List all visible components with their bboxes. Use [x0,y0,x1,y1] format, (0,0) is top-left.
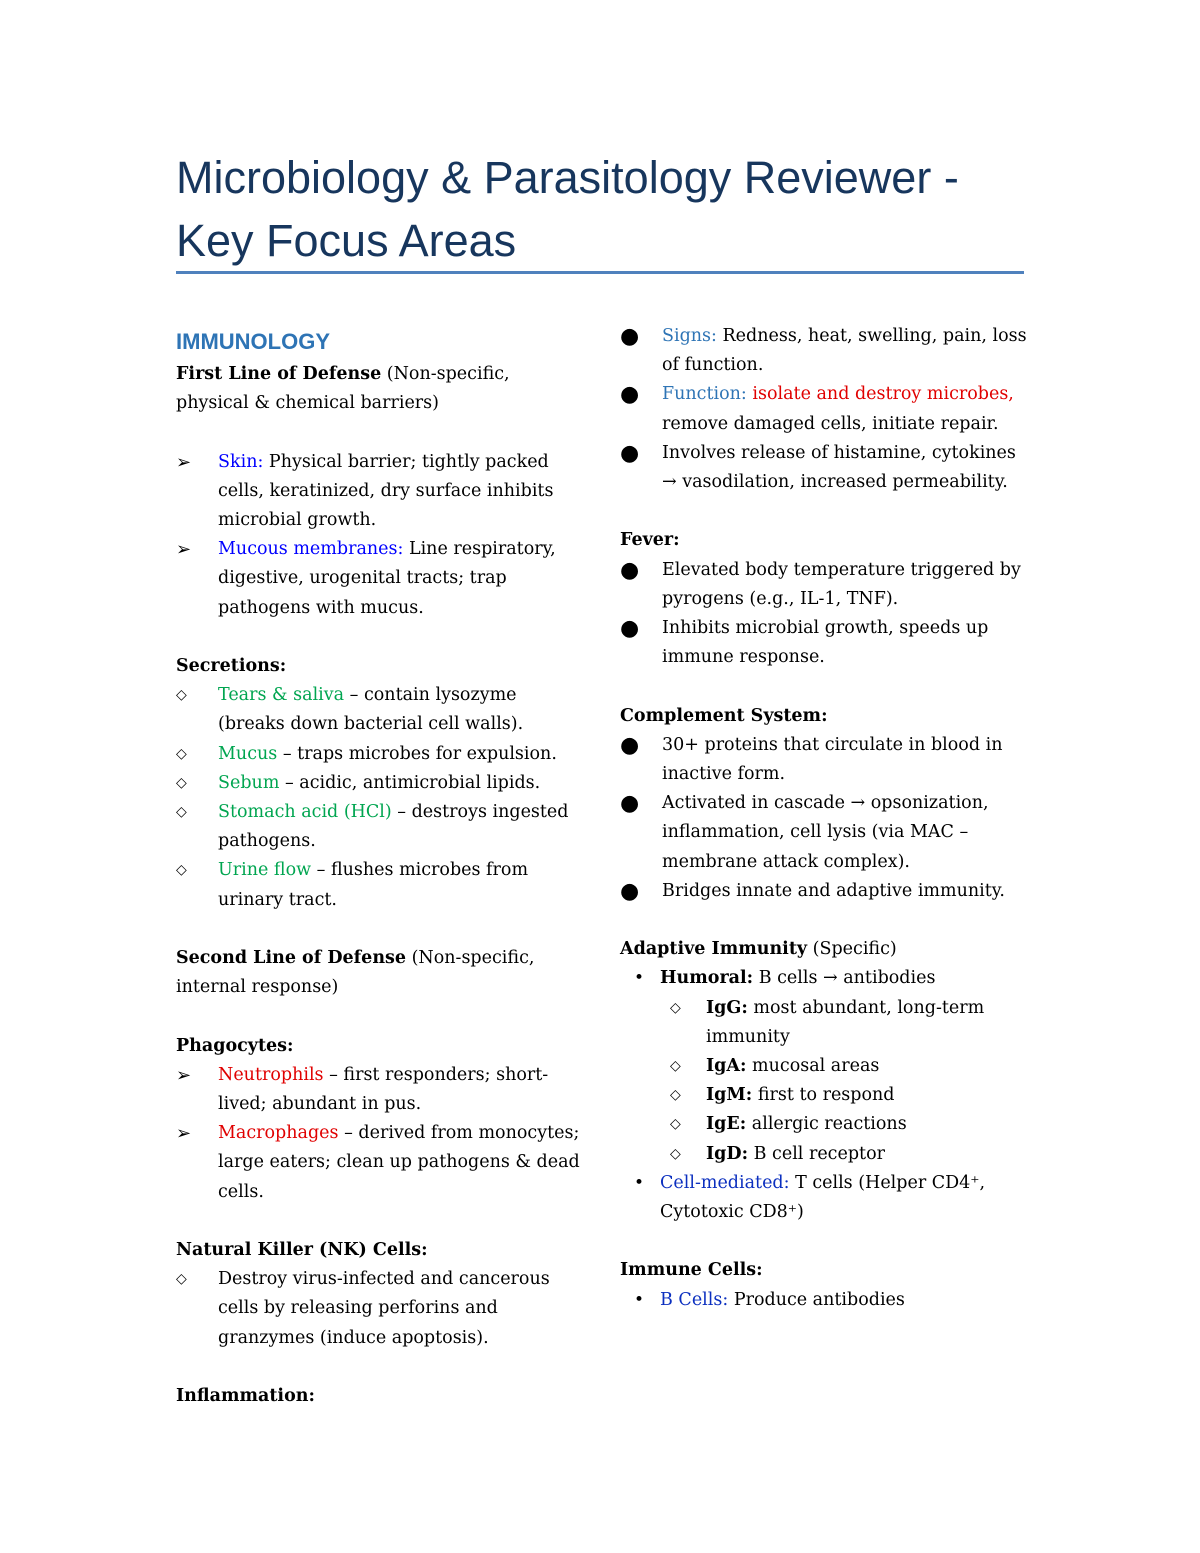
list-item-macrophages [176,1119,586,1207]
list-item-complement-3 [620,877,1030,906]
desc-macrophages: – derived from monocytes; large eaters; clean up pathogens & dead cells. [218,1123,580,1202]
fever-heading: Fever: [620,530,680,551]
term-function: Function: [662,384,747,405]
desc-cell-mediated: T cells (Helper CD4⁺, Cytotoxic CD8⁺) [660,1172,986,1223]
list-item-skin [176,448,586,536]
desc-nk: Destroy virus-infected and cancerous cells by releasing perforins and granzymes (induce apoptosis). [218,1269,550,1348]
desc-fever-2: Inhibits microbial growth, speeds up immune response. [662,618,989,668]
desc-sebum: – acidic, antimicrobial lipids. [279,772,541,793]
list-item-sebum [176,769,586,798]
diamond-bullet-icon: ◇ [670,999,681,1016]
diamond-bullet-icon: ◇ [670,1116,681,1133]
desc-iga: mucosal areas [746,1056,880,1077]
diamond-bullet-icon: ◇ [176,862,187,879]
diamond-bullet-icon: ◇ [176,774,187,791]
dot-bullet-icon: ● [620,557,640,583]
diamond-bullet-icon: ◇ [176,1271,187,1288]
term-iga: IgA: [706,1056,747,1077]
desc-igd: B cell receptor [748,1143,885,1164]
first-line-desc: (Non-specific, physical & chemical barriers) [176,364,510,414]
desc-urine: – flushes microbes from urinary tract. [218,860,529,910]
list-item-fever-1 [620,556,1030,614]
second-line-desc: (Non-specific, internal response) [176,948,535,998]
list-item-mucus [176,740,586,769]
list-item-stomach-acid [176,798,586,856]
list-item-histamine [620,439,1030,497]
dot-bullet-icon: ● [620,878,640,904]
list-item-igm [620,1081,1030,1110]
term-signs: Signs: [662,326,717,346]
dot-bullet-icon: ● [620,324,640,349]
desc-mucus: – traps microbes for expulsion. [277,743,557,764]
immune-cells-heading: Immune Cells: [620,1260,763,1281]
term-sebum: Sebum [218,772,280,793]
term-stomach-acid: Stomach acid (HCl) [218,802,392,823]
adaptive-desc: (Specific) [807,939,897,960]
term-urine: Urine flow [218,860,312,881]
desc-complement-1: 30+ proteins that circulate in blood in inactive form. [662,734,1003,785]
term-tears: Tears & saliva [218,685,345,706]
phagocytes-heading: Phagocytes: [176,1035,294,1056]
left-column [176,322,586,1411]
list-item-complement-2 [620,789,1030,877]
list-item-iga [620,1052,1030,1081]
complement-heading: Complement System: [620,705,828,726]
list-item-igd [620,1140,1030,1169]
dot-bullet-icon: ● [620,732,640,758]
arrow-bullet-icon: ➢ [176,1064,192,1086]
desc-mucous: Line respiratory, digestive, urogenital tracts; trap pathogens with mucus. [218,539,556,618]
term-ige: IgE: [706,1114,747,1135]
document-title: Microbiology & Parasitology Reviewer - Key Focus Areas [176,152,959,266]
dot-bullet-icon: ● [620,440,640,466]
arrow-bullet-icon: ➢ [176,1123,192,1145]
desc-stomach-acid: – destroys ingested pathogens. [218,802,569,852]
desc-function: remove damaged cells, initiate repair. [662,413,999,434]
desc-histamine: Involves release of histamine, cytokines → vasodilation, increased permeability. [662,442,1016,493]
term-igg: IgG: [706,997,748,1018]
section-heading-immunology: IMMUNOLOGY [176,329,330,354]
first-line-title: First Line of Defense [176,364,382,384]
term-neutrophils: Neutrophils [218,1064,324,1085]
list-item-neutrophils [176,1061,586,1119]
list-item-urine [176,856,586,914]
desc-humoral: B cells → antibodies [753,968,936,989]
term-humoral: Humoral: [660,968,754,989]
desc-complement-2: Activated in cascade → opsonization, inflammation, cell lysis (via MAC – membrane attack complex). [662,793,989,872]
small-bullet-icon: • [634,1172,645,1193]
inflammation-heading: Inflammation: [176,1386,315,1407]
diamond-bullet-icon: ◇ [670,1058,681,1075]
list-item-nk [176,1265,586,1353]
small-bullet-icon: • [634,1289,645,1310]
arrow-bullet-icon: ➢ [176,451,192,473]
diamond-bullet-icon: ◇ [176,745,187,762]
term-igm: IgM: [706,1085,753,1106]
diamond-bullet-icon: ◇ [670,1087,681,1104]
desc-ige: allergic reactions [746,1114,907,1135]
second-line-heading [176,944,586,1002]
list-item-igg [620,994,1030,1052]
list-item-fever-2 [620,614,1030,672]
small-bullet-icon: • [634,968,645,989]
desc-igm: first to respond [752,1085,895,1106]
function-highlight: isolate and destroy microbes, [746,384,1014,405]
term-macrophages: Macrophages [218,1123,339,1144]
term-b-cells: B Cells: [660,1289,729,1310]
diamond-bullet-icon: ◇ [176,804,187,821]
dot-bullet-icon: ● [620,791,640,817]
right-column [620,322,1030,1315]
desc-skin: Physical barrier; tightly packed cells, keratinized, dry surface inhibits microbial growth. [218,451,554,530]
title-underline [176,271,1024,274]
dot-bullet-icon: ● [620,382,640,408]
first-line-heading [176,360,586,418]
list-item-tears [176,681,586,739]
desc-igg: most abundant, long-term immunity [706,997,985,1047]
desc-complement-3: Bridges innate and adaptive immunity. [662,880,1005,901]
term-mucus: Mucus [218,743,278,764]
desc-signs: Redness, heat, swelling, pain, loss of function. [662,326,1027,376]
secretions-heading: Secretions: [176,656,287,676]
dot-bullet-icon: ● [620,616,640,642]
term-skin: Skin: [218,451,264,472]
list-item-b-cells [620,1286,1030,1315]
arrow-bullet-icon: ➢ [176,539,192,561]
nk-cells-heading: Natural Killer (NK) Cells: [176,1240,428,1261]
list-item-function [620,380,1030,438]
list-item-ige [620,1110,1030,1139]
term-mucous: Mucous membranes: [218,539,404,560]
desc-b-cells: Produce antibodies [728,1289,905,1310]
desc-tears: – contain lysozyme (breaks down bacterial cell walls). [218,685,524,735]
second-line-title: Second Line of Defense [176,948,407,969]
diamond-bullet-icon: ◇ [670,1145,681,1162]
list-item-cell-mediated [620,1169,1030,1227]
adaptive-heading [620,935,1030,964]
desc-neutrophils: – first responders; short-lived; abundant in pus. [218,1064,549,1115]
list-item-humoral [620,964,1030,993]
list-item-mucous [176,535,586,623]
desc-fever-1: Elevated body temperature triggered by pyrogens (e.g., IL-1, TNF). [662,559,1021,609]
term-cell-mediated: Cell-mediated: [660,1172,790,1193]
diamond-bullet-icon: ◇ [176,687,187,704]
term-igd: IgD: [706,1143,749,1164]
adaptive-title: Adaptive Immunity [620,939,808,960]
list-item-complement-1 [620,731,1030,789]
list-item-signs [620,322,1030,380]
